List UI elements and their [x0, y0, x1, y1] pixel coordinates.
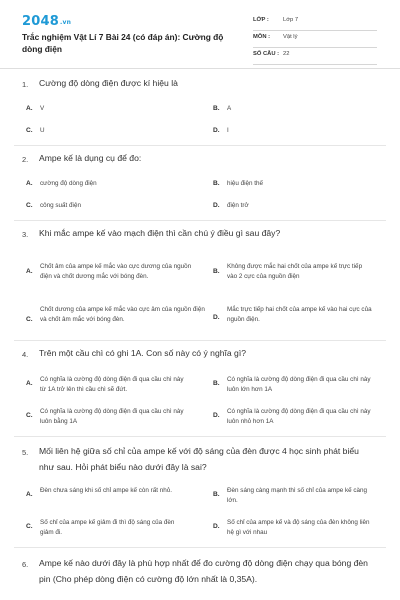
meta-label: SỐ CÂU : [253, 51, 280, 57]
option-text: Chốt dương của ampe kế mắc vào cực âm của nguồn điện và chốt âm mắc với bóng đèn. [40, 306, 205, 323]
meta-row-subject [253, 31, 377, 48]
option-letter: C. [26, 202, 33, 209]
option-letter: C. [26, 316, 33, 323]
meta-value: Lớp 7 [283, 17, 299, 23]
option-letter: D. [213, 523, 220, 530]
question-number: 3. [22, 230, 29, 239]
question-divider [14, 220, 386, 221]
option-letter: C. [26, 412, 33, 419]
page-header [0, 0, 400, 66]
option-text: Đèn chưa sáng khi số chỉ ampe kế còn rất nhỏ. [40, 487, 172, 494]
option-letter: D. [213, 412, 220, 419]
option-text: Có nghĩa là cường độ dòng điện đi qua cầu chì này luôn bằng 1A [40, 408, 184, 425]
option-letter: D. [213, 202, 220, 209]
question-number: 2. [22, 155, 29, 164]
option-letter: A. [26, 380, 33, 387]
option-text: Đèn sáng càng mạnh thì số chỉ của ampe kế càng lớn. [227, 487, 368, 504]
option-text: V [40, 105, 45, 112]
option-letter: A. [26, 268, 33, 275]
question-number: 6. [22, 560, 29, 569]
option-text: Có nghĩa là cường độ dòng điện đi qua cầu chì này luôn lớn hơn 1A [227, 376, 371, 393]
option-letter: B. [213, 180, 220, 187]
question-text: Cường độ dòng điện được kí hiệu là [39, 78, 178, 88]
meta-row-grade [253, 14, 377, 31]
option-text: U [40, 127, 45, 134]
option-letter: B. [213, 105, 220, 112]
option-text: A [227, 105, 232, 112]
option-letter: A. [26, 180, 33, 187]
question-text: Trên một cầu chì có ghi 1A. Con số này có ý nghĩa gì? [39, 348, 247, 358]
option-text: hiệu điện thế [227, 180, 264, 187]
option-letter: B. [213, 491, 220, 498]
option-text: công suất điện [40, 202, 81, 209]
question-number: 1. [22, 80, 29, 89]
option-text: Số chỉ của ampe kế và độ sáng của đèn không liên hệ gì với nhau [227, 519, 370, 536]
meta-row-count [253, 48, 377, 65]
option-text: I [227, 127, 229, 134]
question-number: 5. [22, 448, 29, 457]
question-text: Mối liên hệ giữa số chỉ của ampe kế với độ sáng của đèn được 4 học sinh phát biểu như sau. Hỏi phát biểu nào dưới đây là sai? [39, 446, 359, 472]
option-letter: D. [213, 314, 220, 321]
question-text: Ampe kế là dụng cụ để đo: [39, 153, 142, 163]
option-letter: A. [26, 491, 33, 498]
page-title: Trắc nghiệm Vật Lí 7 Bài 24 (có đáp án): Cường độ dòng điện [22, 32, 224, 54]
option-letter: D. [213, 127, 220, 134]
question-text: Ampe kế nào dưới đây là phù hợp nhất để đo cường độ dòng điện chạy qua bóng đèn pin (Cho phép dòng điện có cường độ lớn nhất là 0,35A). [39, 558, 368, 584]
option-letter: B. [213, 268, 220, 275]
option-text: Chốt âm của ampe kế mắc vào cực dương của nguồn điện và chốt dương mắc với bóng đèn. [40, 263, 192, 280]
option-text: Mắc trực tiếp hai chốt của ampe kế vào hai cực của nguồn điện. [227, 306, 372, 323]
question-divider [14, 436, 386, 437]
meta-value: Vật lý [283, 34, 298, 40]
header-divider [0, 68, 400, 69]
question-number: 4. [22, 350, 29, 359]
site-logo[interactable] [22, 14, 71, 29]
question-text: Khi mắc ampe kế vào mạch điện thì cần chú ý điều gì sau đây? [39, 228, 281, 238]
meta-label: LỚP : [253, 17, 269, 23]
option-letter: B. [213, 380, 220, 387]
question-divider [14, 340, 386, 341]
option-letter: A. [26, 105, 33, 112]
option-text: Có nghĩa là cường độ dòng điện đi qua cầu chì này luôn nhỏ hơn 1A [227, 408, 371, 425]
logo-text: 2048 [22, 14, 59, 29]
logo-suffix: .vn [59, 19, 72, 26]
meta-label: MÔN : [253, 34, 271, 40]
question-divider [14, 547, 386, 548]
question-divider [14, 145, 386, 146]
option-text: điện trở [227, 202, 249, 209]
option-text: cường độ dòng điện [40, 180, 97, 187]
option-text: Không được mắc hai chốt của ampe kế trực tiếp vào 2 cực của nguồn điện [227, 263, 363, 280]
option-text: Có nghĩa là cường độ dòng điện đi qua cầu chì này từ 1A trở lên thì cầu chì sẽ đứt. [40, 376, 184, 393]
option-letter: C. [26, 523, 33, 530]
option-letter: C. [26, 127, 33, 134]
quiz-meta [253, 14, 377, 65]
option-text: Số chỉ của ampe kế giảm đi thì độ sáng của đèn giảm đi. [40, 519, 175, 536]
meta-value: 22 [283, 51, 290, 57]
